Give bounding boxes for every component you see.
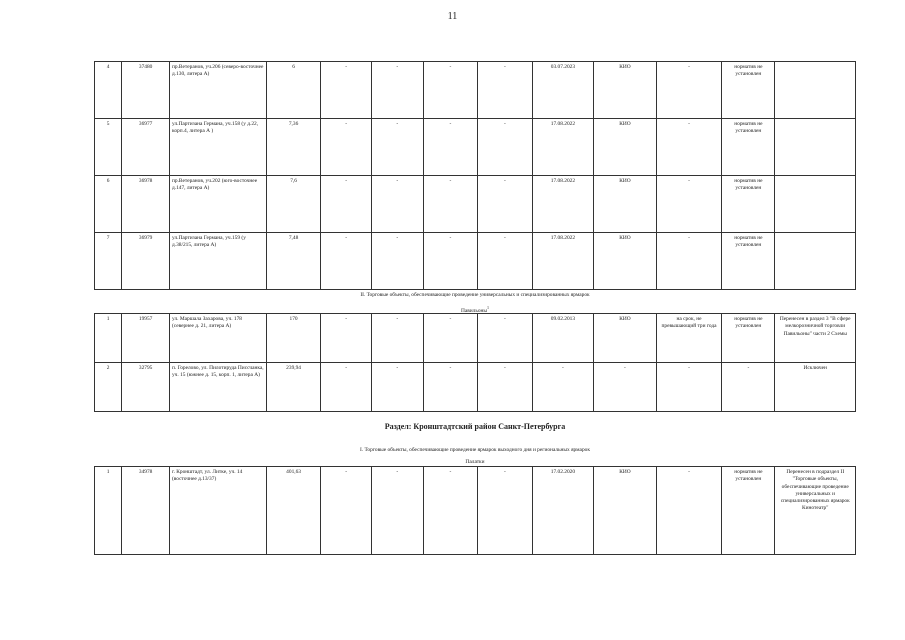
cell-area: 7,36: [266, 119, 321, 176]
cell-row-number: 4: [95, 62, 122, 119]
cell-note: [775, 119, 856, 176]
cell-col-d: -: [478, 119, 533, 176]
section-2-caption: II. Торговые объекты, обеспечивающие проведение универсальных и специализированных ярмарок: [360, 292, 590, 298]
cell-address: ул. Маршала Захарова, уч. 178 (севернее д. 21, литера А): [169, 314, 266, 363]
cell-area: 6: [266, 62, 321, 119]
register-table-1: [94, 61, 856, 290]
pavilions-caption-text: Павильоны: [460, 307, 488, 314]
register-table-2: [94, 313, 856, 412]
cell-area: 170: [266, 314, 321, 363]
cell-col-c: -: [423, 467, 478, 555]
cell-note: Перенесен в подраздел II "Торговые объекты, обеспечивающие проведение универсальных и специализированных ярмарок Кинотеатр": [775, 467, 856, 555]
cell-object-id: 37480: [122, 62, 170, 119]
cell-col-d: -: [478, 176, 533, 233]
cell-col-b: -: [371, 233, 423, 290]
section-1-caption: I. Торговые объекты, обеспечивающие проведение ярмарок выходного дня и региональных ярмарок: [360, 447, 590, 453]
cell-col-b: -: [371, 62, 423, 119]
cell-row-number: 2: [95, 363, 122, 412]
cell-norm: норматив не установлен: [722, 176, 775, 233]
table-row: [95, 467, 856, 555]
cell-address: ул.Партизана Германа, уч.158 (у д.22, корп.4, литера А ): [169, 119, 266, 176]
table-row: [95, 62, 856, 119]
cell-col-c: -: [423, 363, 478, 412]
cell-row-number: 5: [95, 119, 122, 176]
cell-col-b: -: [371, 176, 423, 233]
cell-object-id: 36979: [122, 233, 170, 290]
tents-caption: Палатки: [465, 459, 485, 465]
cell-term: -: [656, 363, 721, 412]
cell-organization: -: [594, 363, 657, 412]
cell-row-number: 1: [95, 467, 122, 555]
cell-address: пр.Ветеранов, уч.206 (северо-восточнее д.130, литера А): [169, 62, 266, 119]
cell-area: 239,94: [266, 363, 321, 412]
cell-date: 17.08.2022: [532, 176, 593, 233]
cell-object-id: 19957: [122, 314, 170, 363]
cell-col-a: -: [321, 62, 371, 119]
cell-col-a: -: [321, 314, 371, 363]
cell-organization: КИО: [594, 119, 657, 176]
cell-col-d: -: [478, 363, 533, 412]
cell-note: Перенесен в раздел 3 "В сфере мелкорозничной торговли Павильоны" части 2 Схемы: [775, 314, 856, 363]
cell-col-c: -: [423, 176, 478, 233]
cell-col-d: -: [478, 62, 533, 119]
cell-term: на срок, не превышающий три года: [656, 314, 721, 363]
cell-address: пр.Ветеранов, уч.202 (юго-восточнее д.147, литера А): [169, 176, 266, 233]
cell-date: 03.07.2023: [532, 62, 593, 119]
cell-norm: -: [722, 363, 775, 412]
cell-organization: КИО: [594, 176, 657, 233]
cell-row-number: 7: [95, 233, 122, 290]
cell-organization: КИО: [594, 62, 657, 119]
cell-note: [775, 233, 856, 290]
cell-note: Исключен: [775, 363, 856, 412]
cell-col-a: -: [321, 176, 371, 233]
cell-note: [775, 62, 856, 119]
cell-norm: норматив не установлен: [722, 233, 775, 290]
cell-col-b: -: [371, 119, 423, 176]
cell-object-id: 36978: [122, 176, 170, 233]
cell-date: -: [532, 363, 593, 412]
cell-term: -: [656, 119, 721, 176]
cell-area: 7,6: [266, 176, 321, 233]
cell-date: 09.02.2013: [532, 314, 593, 363]
cell-term: -: [656, 62, 721, 119]
cell-organization: КИО: [594, 467, 657, 555]
cell-col-c: -: [423, 119, 478, 176]
section-title: Раздел: Кронштадтский район Санкт-Петербурга: [384, 422, 566, 431]
cell-col-c: -: [423, 233, 478, 290]
cell-object-id: 36977: [122, 119, 170, 176]
cell-norm: норматив не установлен: [722, 467, 775, 555]
cell-col-a: -: [321, 363, 371, 412]
cell-col-c: -: [423, 62, 478, 119]
cell-col-d: -: [478, 314, 533, 363]
cell-col-b: -: [371, 467, 423, 555]
cell-norm: норматив не установлен: [722, 119, 775, 176]
cell-col-a: -: [321, 233, 371, 290]
cell-date: 17.08.2022: [532, 119, 593, 176]
table-row: [95, 119, 856, 176]
register-table-3: [94, 466, 856, 555]
cell-note: [775, 176, 856, 233]
cell-row-number: 6: [95, 176, 122, 233]
cell-organization: КИО: [594, 233, 657, 290]
table-row: [95, 314, 856, 363]
cell-object-id: 32795: [122, 363, 170, 412]
page-number: 11: [447, 11, 458, 22]
cell-col-b: -: [371, 314, 423, 363]
cell-col-d: -: [478, 467, 533, 555]
cell-col-a: -: [321, 467, 371, 555]
cell-area: 401,63: [266, 467, 321, 555]
cell-date: 17.08.2022: [532, 233, 593, 290]
cell-col-b: -: [371, 363, 423, 412]
cell-col-c: -: [423, 314, 478, 363]
cell-term: -: [656, 176, 721, 233]
cell-norm: норматив не установлен: [722, 62, 775, 119]
pavilions-footnote-mark: 1: [487, 305, 490, 310]
cell-address: ул.Партизана Германа, уч.159 (у д.38/215, литера А): [169, 233, 266, 290]
table-row: [95, 363, 856, 412]
cell-object-id: 34978: [122, 467, 170, 555]
table-row: [95, 233, 856, 290]
cell-date: 17.02.2020: [532, 467, 593, 555]
cell-area: 7,48: [266, 233, 321, 290]
cell-row-number: 1: [95, 314, 122, 363]
table-row: [95, 176, 856, 233]
cell-col-a: -: [321, 119, 371, 176]
cell-address: п. Горелово, ул. Пилотируда Писсчанка, уч. 15 (южнее д. 15, корп. 1, литера А): [169, 363, 266, 412]
cell-organization: КИО: [594, 314, 657, 363]
cell-term: -: [656, 233, 721, 290]
cell-col-d: -: [478, 233, 533, 290]
cell-address: г. Кронштадт, ул. Литке, уч. 14 (восточнее д.13/37): [169, 467, 266, 555]
cell-norm: норматив не установлен: [722, 314, 775, 363]
cell-term: -: [656, 467, 721, 555]
